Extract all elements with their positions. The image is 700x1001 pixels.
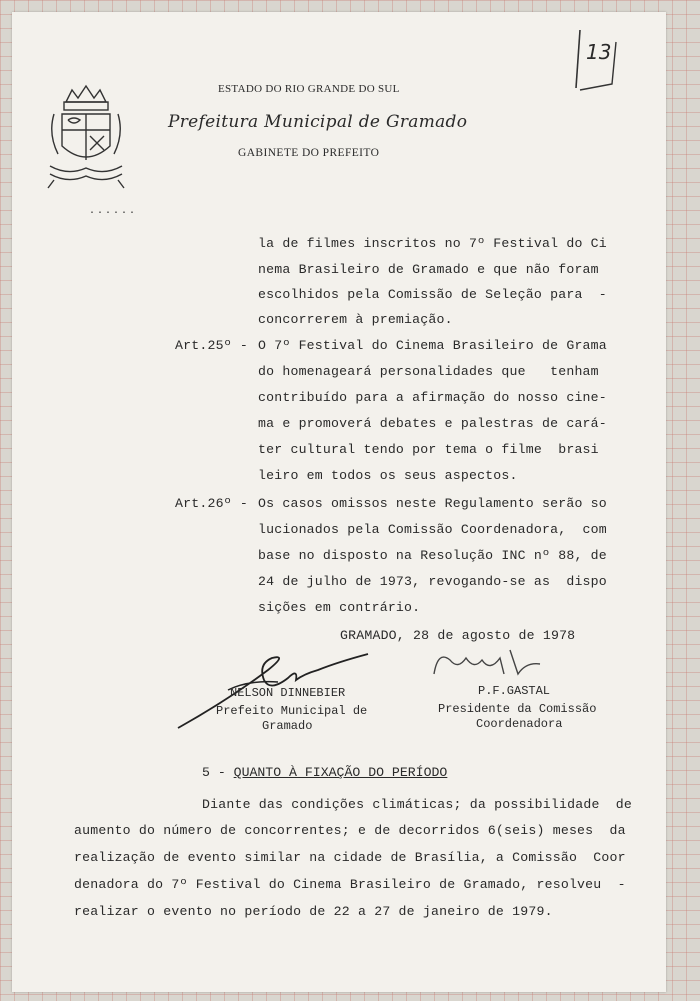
body-line: leiro em todos os seus aspectos. (258, 468, 518, 483)
section-line: realização de evento similar na cidade de Brasília, a Comissão Coor (74, 850, 626, 865)
letterhead-cabinet: GABINETE DO PREFEITO (238, 147, 380, 159)
mayor-title-line1: Prefeito Municipal de (216, 704, 368, 718)
letterhead-dots: ...... (89, 206, 138, 217)
body-line: ma e promoverá debates e palestras de cará- (258, 416, 607, 431)
body-line: sições em contrário. (258, 600, 421, 615)
body-line: lucionados pela Comissão Coordenadora, com (258, 522, 607, 537)
body-line: 24 de julho de 1973, revogando-se as dispo (258, 574, 607, 589)
body-line: O 7º Festival do Cinema Brasileiro de Grama (258, 338, 607, 353)
president-title-line2: Coordenadora (476, 717, 563, 731)
section-5-heading (202, 765, 447, 780)
letterhead-state: ESTADO DO RIO GRANDE DO SUL (218, 83, 400, 95)
body-line: do homenageará personalidades que tenham (258, 364, 599, 379)
president-title-line1: Presidente da Comissão (438, 702, 597, 716)
coat-of-arms-emblem (44, 84, 128, 194)
section-number: 5 - (202, 765, 234, 780)
mayor-title-line2: Gramado (262, 719, 313, 733)
page-number-mark (572, 28, 632, 98)
mayor-name: NELSON DINNEBIER (230, 686, 346, 700)
section-line: denadora do 7º Festival do Cinema Brasileiro de Gramado, resolveu - (74, 877, 626, 892)
body-line: contribuído para a afirmação do nosso cine- (258, 390, 607, 405)
president-name: P.F.GASTAL (478, 684, 551, 698)
body-line: concorrerem à premiação. (258, 312, 453, 327)
body-line: la de filmes inscritos no 7º Festival do Ci (258, 236, 607, 251)
president-signature (430, 644, 550, 684)
body-line: escolhidos pela Comissão de Seleção para - (258, 287, 607, 302)
body-line: ter cultural tendo por tema o filme brasi (258, 442, 599, 457)
body-line: base no disposto na Resolução INC nº 88, de (258, 548, 607, 563)
section-line: Diante das condições climáticas; da possibilidade de (202, 797, 633, 812)
section-line: realizar o evento no período de 22 a 27 de janeiro de 1979. (74, 904, 553, 919)
date-line: GRAMADO, 28 de agosto de 1978 (340, 628, 576, 643)
section-line: aumento do número de concorrentes; e de decorridos 6(seis) meses da (74, 823, 626, 838)
page-number: 13 (586, 40, 612, 64)
body-line: nema Brasileiro de Gramado e que não foram (258, 262, 599, 277)
body-line: Os casos omissos neste Regulamento serão so (258, 496, 607, 511)
section-title: QUANTO À FIXAÇÃO DO PERÍODO (233, 765, 448, 780)
article-25-label: Art.25º - (175, 338, 249, 353)
letterhead-municipality: Prefeitura Municipal de Gramado (168, 112, 468, 132)
article-26-label: Art.26º - (175, 496, 249, 511)
